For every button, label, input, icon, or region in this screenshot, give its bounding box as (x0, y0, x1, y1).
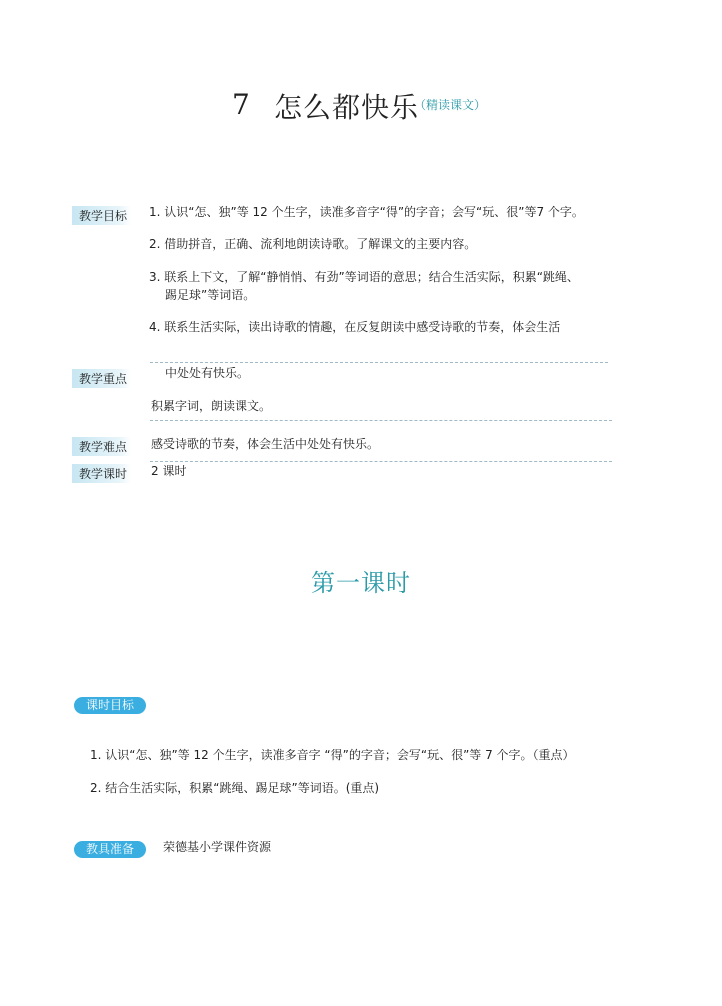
title-number: 7 (232, 88, 250, 121)
divider (150, 461, 612, 462)
prep-text: 荣德基小学课件资源 (163, 840, 272, 854)
difficult-text: 感受诗歌的节奏，体会生活中处处有快乐。 (151, 437, 380, 451)
lesson-heading: 第一课时 (311, 569, 411, 597)
divider (150, 362, 608, 363)
goal-item-4: 4. 联系生活实际，读出诗歌的情趣，在反复朗读中感受诗歌的节奏，体会生活 (149, 320, 561, 334)
divider (150, 420, 612, 421)
goal-item-3: 3. 联系上下文，了解“静悄悄、有劲”等词语的意思；结合生活实际，积累“跳绳、 (149, 270, 579, 284)
title-subtitle: （精读课文） (414, 98, 487, 112)
goal-item-4-cont: 中处处有快乐。 (165, 366, 250, 380)
hours-label: 教学课时 (72, 464, 131, 483)
key-label: 教学重点 (72, 369, 131, 388)
hours-text: 2 课时 (151, 464, 187, 478)
difficult-label: 教学难点 (72, 437, 131, 456)
page-title: 怎么都快乐 (274, 91, 420, 124)
prep-pill: 教具准备 (74, 841, 146, 858)
lesson-goals-pill: 课时目标 (74, 697, 146, 714)
goal-item-3-cont: 踢足球”等词语。 (165, 288, 256, 302)
lesson-goal-1: 1. 认识“怎、独”等 12 个生字，读准多音字 “得”的字音；会写“玩、很”等 7 个字。（重点） (90, 748, 575, 762)
goals-label: 教学目标 (72, 206, 131, 225)
key-text: 积累字词，朗读课文。 (151, 399, 272, 413)
lesson-goal-2: 2. 结合生活实际，积累“跳绳、踢足球”等词语。(重点) (90, 781, 380, 795)
goal-item-2: 2. 借助拼音，正确、流利地朗读诗歌。了解课文的主要内容。 (149, 237, 477, 251)
goal-item-1: 1. 认识“怎、独”等 12 个生字，读准多音字“得”的字音；会写“玩、很”等7 个字。 (149, 205, 584, 219)
